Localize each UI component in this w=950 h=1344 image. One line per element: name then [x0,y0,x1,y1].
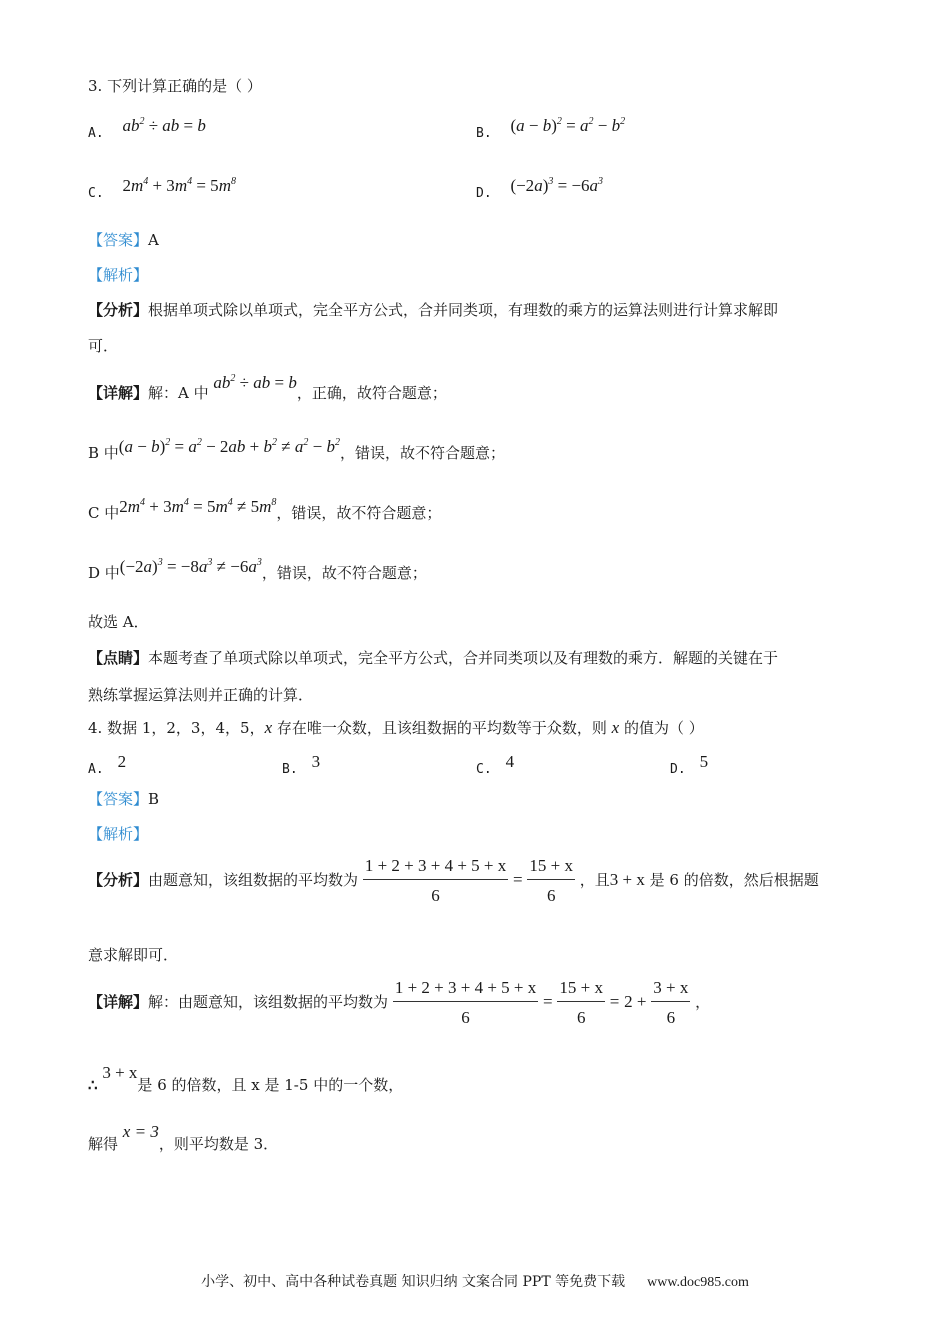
answer-value: B [148,790,160,808]
detail-prefix: C 中 [88,504,120,522]
equals-sign: = [609,992,620,1011]
detail-suffix: ，错误，故不符合题意； [261,564,427,582]
option-expr: $(a - b)^2 = a^2 - b^2$ [510,116,626,135]
option-label: A. [88,762,104,777]
q3-answer [88,230,159,250]
detail-suffix: ，正确，故符合题意； [296,384,447,402]
therefore-symbol: ∴ [88,1076,98,1094]
dianjing-tag: 【点睛】 [88,649,149,667]
option-value: 5 [699,752,709,771]
detail-prefix: 解：A 中 [148,384,209,402]
option-expr: $2m^4 + 3m^4 = 5m^8$ [122,176,236,195]
fraction-numerator: 1 + 2 + 3 + 4 + 5 + x [364,856,507,875]
fraction-sum [393,978,538,1028]
q4-fenxi [88,856,819,906]
q3-detail-c [88,497,442,523]
option-value: 4 [505,752,515,771]
fraction-simplified [557,978,605,1028]
detail-comma: ， [695,993,711,1011]
q3-detail-b [88,437,505,463]
fraction-denominator: 6 [546,886,556,905]
fraction-numerator: 15 + x [559,978,603,997]
option-expr: $(-2a)^3 = -6a^3$ [510,176,604,195]
analysis-tag: 【解析】 [88,825,149,843]
solve-expr: x = 3 [122,1122,159,1141]
q4-option-c [476,752,515,777]
solve-suffix: ，则平均数是 3． [158,1135,279,1153]
q4-answer [88,789,159,809]
option-expr: $ab^2$ ÷ ab = b [122,116,206,135]
detail-expr: $(-2a)^3 = -8a^3 \ne -6a^3$ [119,557,262,576]
detail-prefix: D 中 [88,564,120,582]
fenxi-expr: 3 + x [609,870,645,889]
fraction-denominator: 6 [431,886,440,905]
fenxi-tag: 【分析】 [88,871,149,889]
option-label: C. [476,762,492,777]
q4-title [88,718,704,738]
detail-prefix: B 中 [88,444,119,462]
option-value: 2 [117,752,127,771]
q3-choose: 故选 A． [88,613,149,631]
therefore-text: 是 6 的倍数，且 x 是 1-5 中的一个数， [137,1076,404,1094]
detail-suffix: ，错误，故不符合题意； [276,504,442,522]
q4-fenxi-cont: 意求解即可． [88,946,179,964]
q4-detail [88,978,710,1028]
q3-detail-a [88,373,447,403]
option-label: D. [476,186,492,201]
q3-option-b [476,116,626,141]
q4-title-part: 存在唯一众数，且该组数据的平均数等于众数，则 [272,719,612,737]
option-label: C. [88,186,104,201]
fenxi-mid: ，且 [579,871,610,889]
footer-url[interactable]: www.doc985.com [647,1275,749,1290]
solve-prefix: 解得 [88,1135,119,1153]
fenxi-tag: 【分析】 [88,301,149,319]
q4-title-part: 4. 数据 1，2，3，4，5， [88,719,265,737]
detail-expr: $ab^2$ ÷ ab = b [213,373,297,392]
fraction-denominator: 6 [666,1008,676,1027]
fraction-simplified [527,856,575,906]
answer-tag: 【答案】 [88,231,149,249]
equals-sign: = [513,870,523,889]
page-footer [0,1271,950,1291]
fenxi-after: 是 6 的倍数，然后根据题 [644,871,819,889]
fenxi-text: 根据单项式除以单项式，完全平方公式，合并同类项，有理数的乘方的运算法则进行计算求解即 [148,301,779,319]
fraction-sum [363,856,508,906]
equals-sign: = [543,992,553,1011]
detail-tag: 【详解】 [88,384,149,402]
q3-dianjing-cont: 熟练掌握运算法则并正确的计算． [88,686,314,704]
q3-option-c [88,176,236,201]
detail-tag: 【详解】 [88,993,149,1011]
detail-suffix: ，错误，故不符合题意； [339,444,505,462]
fraction-numerator: 15 + x [529,856,573,875]
footer-text: 小学、初中、高中各种试卷真题 知识归纳 文案合同 PPT 等免费下载 [201,1274,626,1290]
option-label: A. [88,126,104,141]
option-label: B. [282,762,298,777]
q3-option-a [88,116,206,141]
q4-title-part: 的值为（ ） [619,719,704,737]
q3-option-d [476,176,604,201]
option-label: B. [476,126,492,141]
fraction-denominator: 6 [461,1008,470,1027]
q4-option-a [88,752,127,777]
var-x: x [264,718,273,737]
q3-dianjing [88,648,778,668]
option-label: D. [670,762,686,777]
detail-expr: $2m^4 + 3m^4 = 5m^4 \ne 5m^8$ [119,497,277,516]
answer-value: A [148,231,159,249]
var-x: x [611,718,620,737]
q3-fenxi [88,300,778,320]
q4-option-b [282,752,321,777]
dianjing-text: 本题考查了单项式除以单项式，完全平方公式，合并同类项以及有理数的乘方．解题的关键在于 [148,649,779,667]
q3-analysis-heading [88,265,148,285]
q4-therefore [88,1063,404,1095]
q4-analysis-heading [88,824,148,844]
answer-tag: 【答案】 [88,790,149,808]
fraction-numerator: 1 + 2 + 3 + 4 + 5 + x [394,978,537,997]
q4-solve [88,1122,279,1154]
fraction-denominator: 6 [576,1008,586,1027]
detail-text: 解：由题意知，该组数据的平均数为 [148,993,389,1011]
q3-title: 3. 下列计算正确的是（ ） [88,77,262,95]
fraction-remainder [651,978,690,1028]
two-plus: 2 + [624,992,647,1011]
option-value: 3 [311,752,321,771]
fraction-numerator: 3 + x [653,978,689,997]
therefore-expr: 3 + x [102,1063,138,1082]
q3-detail-d [88,557,427,583]
q3-fenxi-cont: 可． [88,337,119,355]
fenxi-text: 由题意知，该组数据的平均数为 [148,871,359,889]
detail-expr: $(a - b)^2 = a^2 - 2ab + b^2 \ne a^2 - b^2$ [118,437,340,456]
q4-option-d [670,752,709,777]
analysis-tag: 【解析】 [88,266,149,284]
